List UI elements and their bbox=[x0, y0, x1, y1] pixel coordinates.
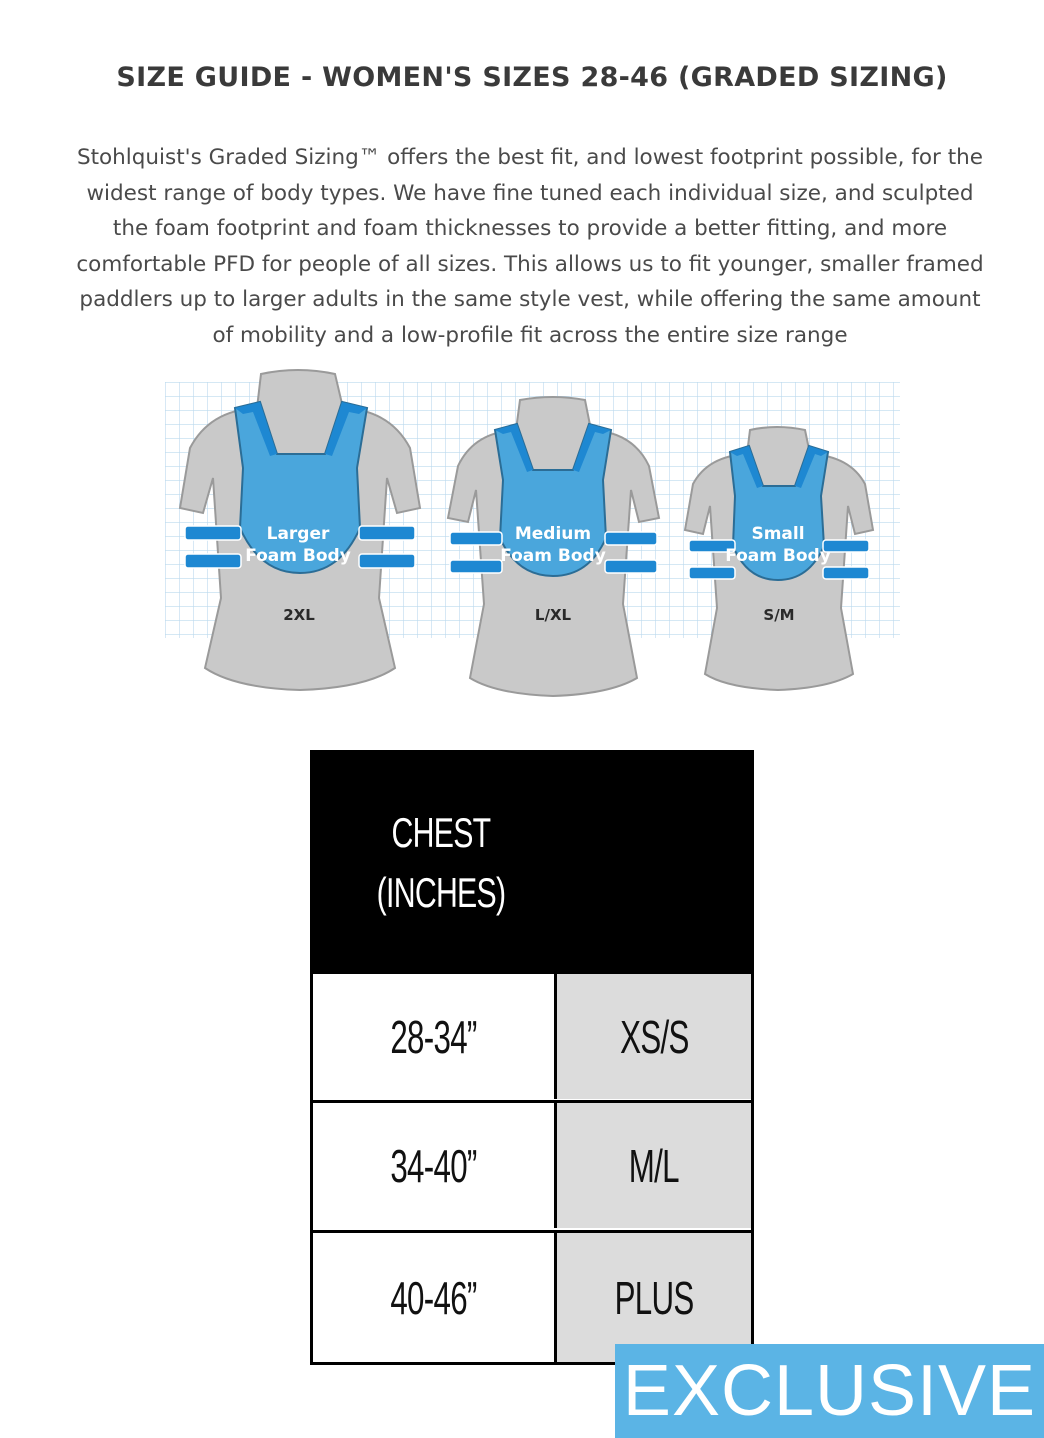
size-cell bbox=[557, 1103, 751, 1228]
size-cell bbox=[557, 974, 751, 1099]
chest-header-line1: CHEST bbox=[391, 809, 491, 856]
chest-value: 28-34” bbox=[390, 1010, 477, 1063]
chest-header bbox=[369, 803, 513, 923]
table-row bbox=[313, 1230, 751, 1362]
vest-label-line2: Foam Body bbox=[500, 546, 606, 566]
vest-size-label: L/XL bbox=[534, 606, 572, 624]
vest-size-label: S/M bbox=[763, 606, 795, 624]
vest-label-line2: Foam Body bbox=[725, 546, 831, 566]
page-title: SIZE GUIDE - WOMEN'S SIZES 28-46 (GRADED SIZING) bbox=[116, 62, 948, 93]
size-value: M/L bbox=[628, 1139, 680, 1192]
graded-sizing-illustration bbox=[165, 368, 905, 708]
size-chart-table bbox=[310, 750, 754, 1365]
size-value: XS/S bbox=[619, 1010, 689, 1063]
exclusive-badge-label: EXCLUSIVE bbox=[622, 1351, 1037, 1431]
size-cell bbox=[557, 1233, 751, 1362]
vest-label-line1: Larger bbox=[266, 524, 330, 544]
chest-cell bbox=[313, 974, 557, 1099]
vest-label-line1: Medium bbox=[514, 524, 592, 544]
chest-cell bbox=[313, 1233, 557, 1362]
vest-size-label: 2XL bbox=[283, 606, 315, 624]
table-row bbox=[313, 971, 751, 1099]
vest-label-line2: Foam Body bbox=[245, 546, 351, 566]
exclusive-badge bbox=[615, 1344, 1044, 1438]
table-row bbox=[313, 1100, 751, 1228]
chest-header-line2: (INCHES) bbox=[376, 869, 506, 916]
chest-cell bbox=[313, 1103, 557, 1228]
size-value: PLUS bbox=[614, 1271, 694, 1324]
vest-label-line1: Small bbox=[751, 524, 805, 544]
table-header bbox=[313, 753, 751, 971]
intro-paragraph: Stohlquist's Graded Sizing™ offers the best fit, and lowest footprint possible, for the widest range of body types. We have fine tuned each individual size, and sculpted the foam footprint and foam thicknesses to provide a better fitting, and more comfortable PFD for people of all sizes. This allows us to fit younger, smaller framed paddlers up to larger adults in the same style vest, while offering the same amount of mobility and a low-profile fit across the entire size range bbox=[76, 145, 984, 348]
chest-value: 40-46” bbox=[390, 1271, 477, 1324]
chest-value: 34-40” bbox=[390, 1139, 477, 1192]
